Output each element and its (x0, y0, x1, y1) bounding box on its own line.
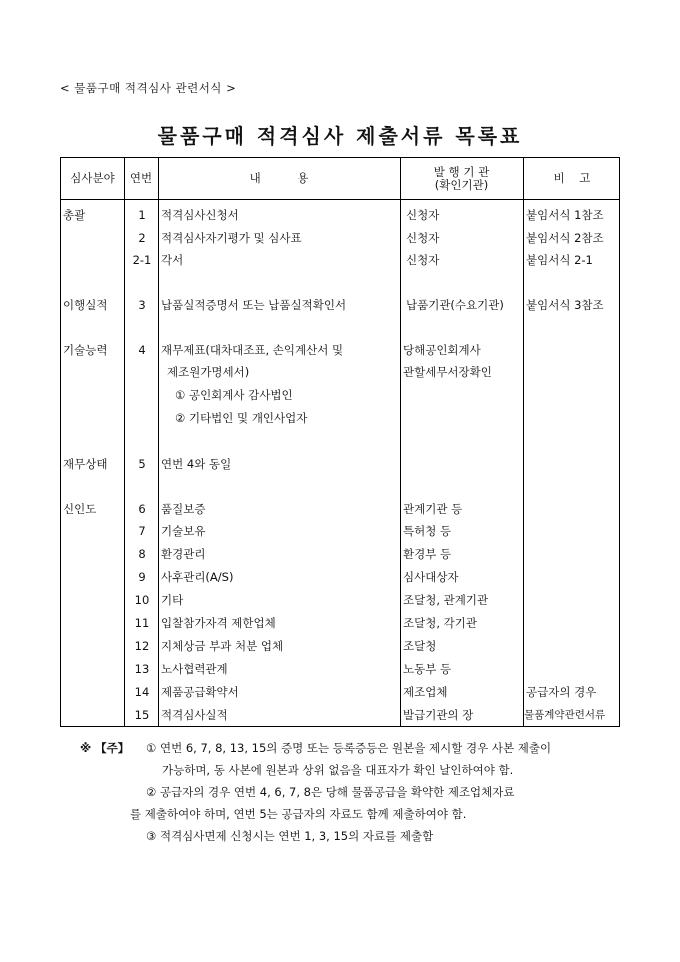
header-remark: 비 고 (553, 171, 591, 185)
note-line: ③ 적격심사면제 신청시는 연번 1, 3, 15의 자료를 제출함 (146, 829, 434, 843)
row-issuer: 당해공인회계사 (403, 343, 481, 357)
header-issuer-main: 발 행 기 관 (433, 164, 490, 179)
row-issuer: 발급기관의 장 (403, 708, 474, 722)
row-no: 7 (138, 524, 146, 538)
row-issuer: 심사대상자 (403, 570, 459, 584)
header-category: 심사분야 (70, 171, 115, 185)
row-remark: 붙임서식 1참조 (526, 208, 604, 222)
row-issuer: 관계기관 등 (403, 502, 463, 516)
row-category: 기술능력 (63, 343, 108, 357)
row-no: 12 (134, 639, 150, 653)
row-content: 연번 4와 동일 (161, 457, 232, 471)
row-issuer: 제조업체 (403, 685, 448, 699)
row-issuer: 조달청, 각기관 (403, 616, 477, 630)
row-no: 2 (138, 231, 146, 245)
row-category: 재무상태 (63, 457, 108, 471)
row-content: 재무제표(대차대조표, 손익계산서 및 (161, 343, 344, 357)
row-no: 11 (134, 616, 150, 630)
row-category: 총괄 (63, 208, 86, 222)
row-no: 2-1 (132, 253, 152, 267)
row-no: 1 (138, 208, 146, 222)
row-content: 품질보증 (161, 502, 206, 516)
row-issuer: 조달청, 관계기관 (403, 593, 489, 607)
row-issuer: 신청자 (406, 231, 440, 245)
row-no: 6 (138, 502, 146, 516)
row-content: 적격심사실적 (161, 708, 228, 722)
row-remark: 붙임서식 2-1 (526, 253, 593, 267)
row-no: 13 (134, 662, 150, 676)
row-issuer: 특허청 등 (403, 524, 452, 538)
row-issuer: 신청자 (406, 253, 440, 267)
row-content: 납품실적증명서 또는 납품실적확인서 (161, 298, 347, 312)
row-no: 5 (138, 457, 146, 471)
row-issuer: 관할세무서장확인 (403, 365, 492, 379)
row-remark: 공급자의 경우 (526, 685, 597, 699)
row-no: 14 (134, 685, 150, 699)
row-no: 8 (138, 547, 146, 561)
row-no: 9 (138, 570, 146, 584)
row-no: 10 (134, 593, 150, 607)
row-content: 입찰참가자격 제한업체 (161, 616, 276, 630)
row-category: 이행실적 (63, 298, 108, 312)
row-content: 환경관리 (161, 547, 206, 561)
row-content: 제품공급확약서 (161, 685, 239, 699)
row-content: 지체상금 부과 처분 업체 (161, 639, 284, 653)
note-line: 가능하며, 동 사본에 원본과 상위 없음을 대표자가 확인 날인하여야 함. (162, 763, 514, 777)
row-content: 노사협력관계 (161, 662, 228, 676)
header-divider (61, 199, 619, 200)
row-content: 사후관리(A/S) (161, 570, 234, 584)
row-content: 기타 (161, 593, 184, 607)
row-content: ① 공인회계사 감사법인 (175, 388, 293, 402)
row-content: ② 기타법인 및 개인사업자 (175, 411, 308, 425)
note-line: ① 연번 6, 7, 8, 13, 15의 증명 또는 등록증등은 원본을 제시할 경우 사본 제출이 (146, 741, 552, 755)
header-issuer-sub: (확인기관) (434, 177, 489, 192)
header-content: 내 용 (249, 171, 309, 185)
row-issuer: 납품기관(수요기관) (406, 298, 504, 312)
col-divider (400, 158, 401, 726)
row-content: 각서 (161, 253, 184, 267)
row-remark: 붙임서식 3참조 (526, 298, 604, 312)
row-no: 3 (138, 298, 146, 312)
header-no: 연번 (129, 171, 153, 185)
document-table (60, 157, 620, 727)
note-line: ② 공급자의 경우 연번 4, 6, 7, 8은 당해 물품공급을 확약한 제조업체자료 (146, 785, 515, 799)
row-issuer: 조달청 (403, 639, 437, 653)
form-caption: < 물품구매 적격심사 관련서식 > (60, 81, 237, 95)
notes-marker: ※ 【주】 (80, 741, 130, 755)
row-content: 기술보유 (161, 524, 206, 538)
header-issuer (400, 158, 523, 199)
row-issuer: 노동부 등 (403, 662, 452, 676)
row-remark: 붙임서식 2참조 (526, 231, 604, 245)
row-content: 제조원가명세서) (167, 365, 250, 379)
row-issuer: 환경부 등 (403, 547, 452, 561)
row-no: 15 (134, 708, 150, 722)
row-no: 4 (138, 343, 146, 357)
note-line: 를 제출하여야 하며, 연번 5는 공급자의 자료도 함께 제출하여야 함. (130, 807, 467, 821)
row-content: 적격심사자기평가 및 심사표 (161, 231, 302, 245)
row-remark: 물품계약관련서류 (524, 709, 606, 721)
page-title: 물품구매 적격심사 제출서류 목록표 (157, 124, 523, 148)
col-divider (523, 158, 524, 726)
row-category: 신인도 (63, 502, 97, 516)
row-issuer: 신청자 (406, 208, 440, 222)
row-content: 적격심사신청서 (161, 208, 239, 222)
